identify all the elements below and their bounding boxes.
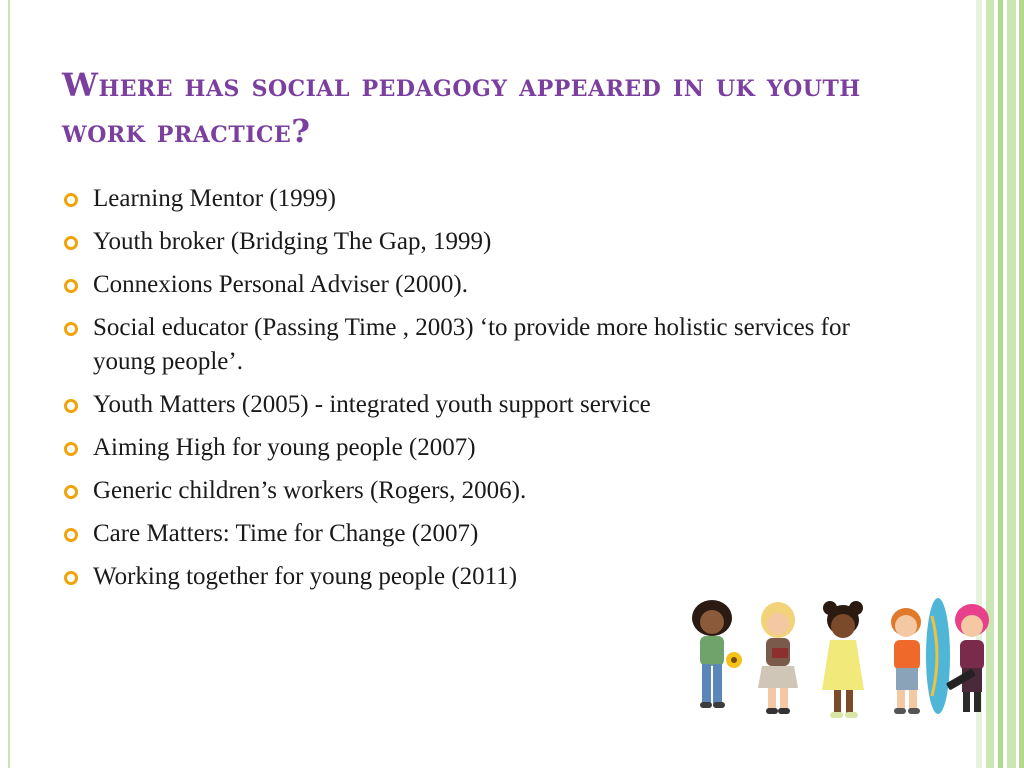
ring-bullet-icon — [64, 279, 78, 293]
ring-bullet-icon — [64, 399, 78, 413]
ring-bullet-icon — [64, 322, 78, 336]
child-figure — [822, 601, 864, 718]
bullet-text: Working together for young people (2011) — [93, 563, 518, 590]
bullet-text: Generic children’s workers (Rogers, 2006). — [93, 477, 527, 504]
bullet-item — [62, 560, 882, 594]
bullet-text: Aiming High for young people (2007) — [93, 434, 476, 461]
bullet-list — [62, 182, 882, 603]
bullet-text: Connexions Personal Adviser (2000). — [93, 271, 468, 298]
child-figure — [891, 598, 950, 714]
bullet-item — [62, 182, 882, 216]
bullet-item — [62, 225, 882, 259]
children-illustration — [680, 596, 1000, 728]
bullet-text: Youth Matters (2005) - integrated youth support service — [93, 391, 651, 418]
ring-bullet-icon — [64, 442, 78, 456]
bullet-item — [62, 431, 882, 465]
slide-title: Where has social pedagogy appeared in uk youth work practice? — [62, 66, 861, 150]
left-border-line — [8, 0, 10, 768]
ring-bullet-icon — [64, 571, 78, 585]
ring-bullet-icon — [64, 236, 78, 250]
bullet-item — [62, 474, 882, 508]
ring-bullet-icon — [64, 485, 78, 499]
bullet-item — [62, 517, 882, 551]
bullet-item — [62, 311, 882, 379]
bullet-item — [62, 388, 882, 422]
bullet-item — [62, 268, 882, 302]
bullet-text: Social educator (Passing Time , 2003) ‘to provide more holistic services for young people’. — [93, 314, 850, 375]
child-figure — [758, 602, 798, 714]
child-figure — [692, 600, 742, 708]
bullet-text: Learning Mentor (1999) — [93, 185, 336, 212]
ring-bullet-icon — [64, 528, 78, 542]
child-figure — [946, 604, 989, 712]
bullet-text: Youth broker (Bridging The Gap, 1999) — [93, 228, 492, 255]
bullet-text: Care Matters: Time for Change (2007) — [93, 520, 479, 547]
ring-bullet-icon — [64, 193, 78, 207]
